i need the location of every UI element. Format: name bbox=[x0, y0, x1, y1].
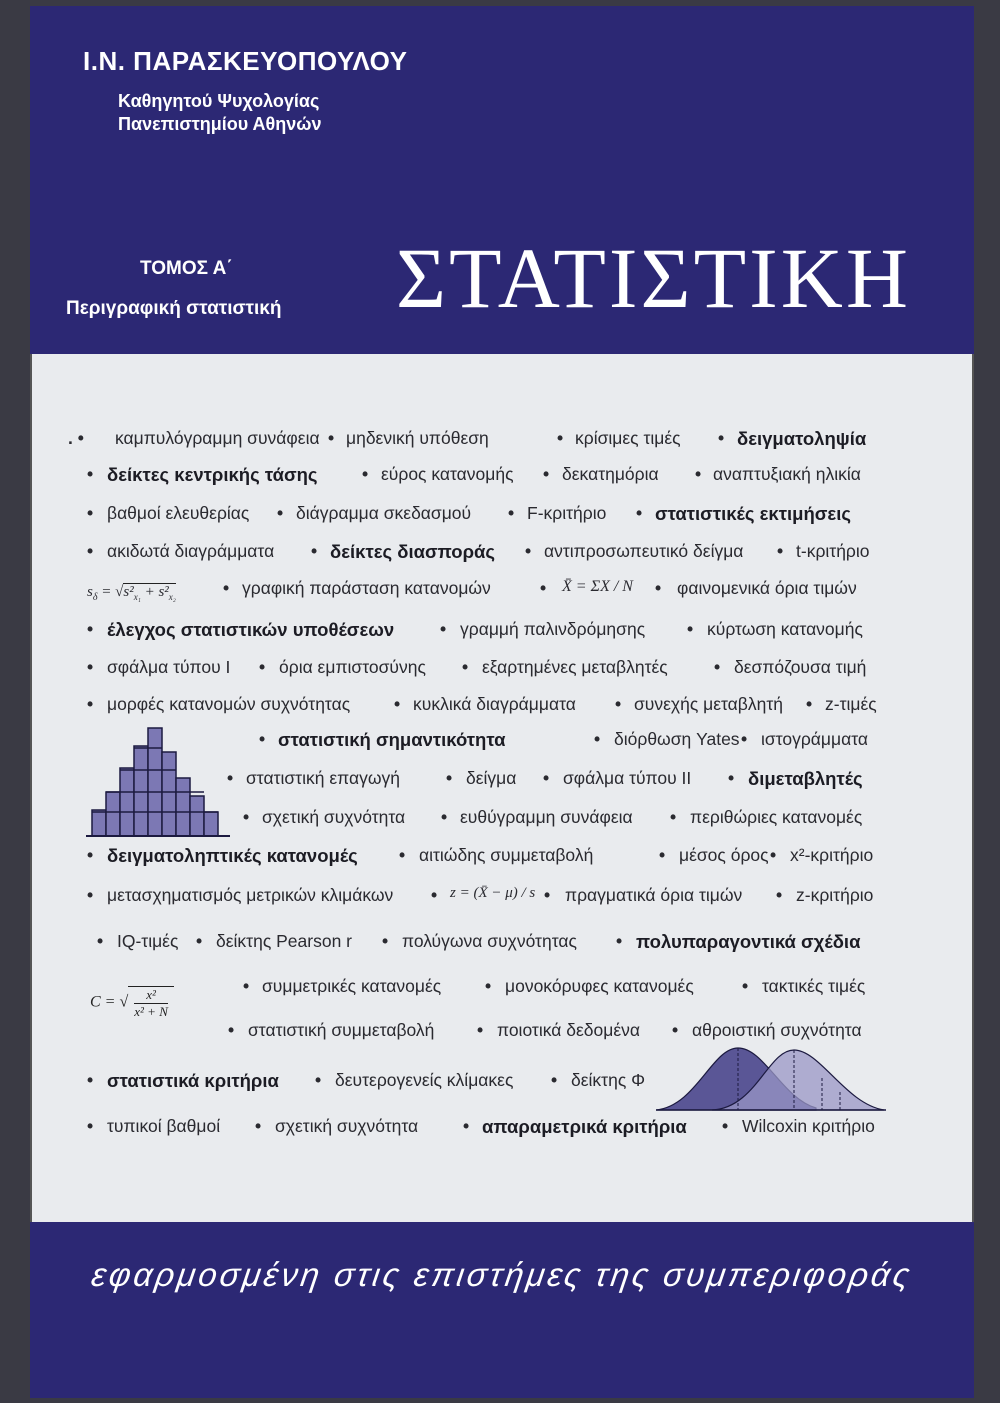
term: γραμμή παλινδρόμησης bbox=[460, 619, 646, 639]
term: διόρθωση Yates bbox=[614, 729, 740, 749]
std-diff-formula: $s_\delta = √s^2_{x_1} + s^2_{x_2}$ bbox=[87, 584, 176, 603]
term: βαθμοί ελευθερίας bbox=[107, 503, 250, 523]
book-title: ΣΤΑΤΙΣΤΙΚΗ bbox=[396, 230, 911, 326]
term: IQ-τιμές bbox=[117, 931, 179, 951]
term-bold: στατιστικές εκτιμήσεις bbox=[655, 503, 851, 524]
term-bold: δειγματοληψία bbox=[737, 428, 867, 449]
term: κυκλικά διαγράμματα bbox=[413, 694, 576, 714]
term: περιθώριες κατανομές bbox=[690, 807, 863, 827]
term: πραγματικά όρια τιμών bbox=[565, 885, 743, 905]
term: εύρος κατανομής bbox=[381, 464, 514, 484]
author-affiliation-2: Πανεπιστημίου Αθηνών bbox=[118, 114, 322, 134]
term: μορφές κατανομών συχνότητας bbox=[107, 694, 351, 714]
term-bold: έλεγχος στατιστικών υποθέσεων bbox=[107, 619, 395, 640]
term: εξαρτημένες μεταβλητές bbox=[482, 657, 668, 677]
term: ποιοτικά δεδομένα bbox=[497, 1020, 641, 1040]
term: τακτικές τιμές bbox=[762, 976, 866, 996]
term: αντιπροσωπευτικό δείγμα bbox=[544, 541, 744, 561]
term: δεσπόζουσα τιμή bbox=[734, 657, 867, 677]
term-bold: στατιστική σημαντικότητα bbox=[278, 729, 506, 750]
author-affiliation-1: Καθηγητού Ψυχολογίας bbox=[118, 91, 320, 111]
term: σφάλμα τύπου ΙΙ bbox=[563, 768, 692, 788]
term: αιτιώδης συμμεταβολή bbox=[419, 845, 594, 865]
book-cover: Ι.Ν. ΠΑΡΑΣΚΕΥΟΠΟΥΛΟΥ Καθηγητού Ψυχολογίας Πανεπιστημίου Αθηνών ΤΟΜΟΣ Α΄ Περιγραφική στατιστική ΣΤΑΤΙΣΤΙΚΗ . • καμπυλόγραμμη συνάφεια • μηδενική υπόθεση • κρίσιμες τιμές • δειγματοληψία • δείκτες κεντρικής τάσης • εύρος κατανομής • δεκατημόρια • αναπτυξιακή ηλικία • βαθμοί ελευθερίας • διάγραμμα σκεδασμού • F-κριτήριο • στατιστικές εκτιμήσεις • ακιδωτά διαγράμματα • δείκτες διασποράς • αντιπροσωπευτικό δείγμα • t-κριτήριο $s_\delta = √s^2_{x_1} + s^2_{x_2}$ • γραφική παράσταση κατανομών • X̄ = ΣX / N • φαινομενικά όρια τιμών • έλεγχος στατιστικών υποθέσεων • γραμμή παλινδρόμησης • κύρτωση κατανομής • σφάλμα τύπου Ι • όρια εμπιστοσύνης • εξαρτημένες μεταβλητές • δεσπόζουσα τιμή • μορφές κατανομών συχνότητας • κυκλικά διαγράμματα • συνεχής μεταβλητή • z-τιμές • στατιστική σημαντικότητα • διόρθωση Yates • ιστογράμματα • στατιστική επαγωγή • δείγμα • σφάλμα τύπου ΙΙ • διμεταβλητές • σχετική συχνότητα • ευθύγραμμη συνάφεια • περιθώριες κατανομές • δειγματοληπτικές κατανομές • αιτιώδης συμμεταβολή • μέσος όρος • x²-κριτήριο • μετασχηματισμός μετρικών κλιμάκων • z = (X̄ − μ) / s • πραγματικά όρια τιμών • z-κριτήριο • IQ-τιμές • δείκτης Pearson r • πολύγωνα συχνότητας • πολυπαραγοντικά σχέδια C = √ $\frac{\text{x²}}{\text{x² + N}}$ • συμμετρικές κατανομές • μονοκόρυφες κατανομές • τακτικές τιμές • στατιστική συμμεταβολή • ποιοτικά δεδομένα • αθροιστική συχνότητα • στατιστικά κριτήρια • δευτερογενείς κλίμακες • δείκτης Φ • τυπικοί βαθμοί • σχετική συχνότητα • απαραμετρικά κριτήρια • Wilcoxin κριτήριο εφαρμοσμένη στις επιστήμες της συμπεριφοράς bbox=[30, 6, 974, 1398]
term: δείγμα bbox=[466, 768, 517, 788]
term: γραφική παράσταση κατανομών bbox=[242, 578, 491, 598]
mean-formula: X̄ = ΣX / N bbox=[562, 578, 633, 595]
term: μηδενική υπόθεση bbox=[346, 428, 489, 448]
bottom-band bbox=[30, 1222, 974, 1398]
volume-label: ΤΟΜΟΣ Α΄ bbox=[140, 258, 233, 279]
term: z-τιμές bbox=[825, 694, 877, 714]
term: τυπικοί βαθμοί bbox=[107, 1116, 221, 1136]
term: φαινομενικά όρια τιμών bbox=[677, 578, 857, 598]
term: ιστογράμματα bbox=[761, 729, 868, 749]
term: πολύγωνα συχνότητας bbox=[402, 931, 577, 951]
term: στατιστική συμμεταβολή bbox=[248, 1020, 435, 1040]
term-bold: δειγματοληπτικές κατανομές bbox=[107, 845, 358, 866]
term: αθροιστική συχνότητα bbox=[692, 1020, 862, 1040]
term: ευθύγραμμη συνάφεια bbox=[460, 807, 633, 827]
term-bold: δείκτες κεντρικής τάσης bbox=[107, 464, 318, 485]
tagline: εφαρμοσμένη στις επιστήμες της συμπεριφοράς bbox=[89, 1256, 915, 1293]
term: x²-κριτήριο bbox=[790, 845, 874, 865]
contingency-formula: C = √ $\frac{\text{x²}}{\text{x² + N}}$ bbox=[90, 986, 174, 1020]
term-bold: απαραμετρικά κριτήρια bbox=[482, 1116, 687, 1137]
term: αναπτυξιακή ηλικία bbox=[713, 464, 861, 484]
term: t-κριτήριο bbox=[796, 541, 870, 561]
term: δευτερογενείς κλίμακες bbox=[335, 1070, 514, 1090]
term: δείκτης Pearson r bbox=[216, 931, 352, 951]
term-bold: διμεταβλητές bbox=[748, 768, 863, 789]
term: ακιδωτά διαγράμματα bbox=[107, 541, 275, 561]
term: στατιστική επαγωγή bbox=[246, 768, 400, 788]
term-bold: στατιστικά κριτήρια bbox=[107, 1070, 279, 1091]
term: μονοκόρυφες κατανομές bbox=[505, 976, 694, 996]
author-name: Ι.Ν. ΠΑΡΑΣΚΕΥΟΠΟΥΛΟΥ bbox=[83, 46, 408, 76]
overlapping-normal-curves-icon bbox=[656, 1038, 886, 1114]
term: κύρτωση κατανομής bbox=[707, 619, 863, 639]
term: z-κριτήριο bbox=[796, 885, 874, 905]
term-bold: πολυπαραγοντικά σχέδια bbox=[636, 931, 861, 952]
term: Wilcoxin κριτήριο bbox=[742, 1116, 875, 1136]
term: συνεχής μεταβλητή bbox=[634, 694, 783, 714]
term: σφάλμα τύπου Ι bbox=[107, 657, 231, 677]
term: καμπυλόγραμμη συνάφεια bbox=[115, 428, 320, 448]
term: σχετική συχνότητα bbox=[275, 1116, 419, 1136]
term: μέσος όρος bbox=[679, 845, 769, 865]
term: μετασχηματισμός μετρικών κλιμάκων bbox=[107, 885, 394, 905]
histogram-icon bbox=[86, 726, 230, 842]
term: F-κριτήριο bbox=[527, 503, 607, 523]
term-bold: δείκτες διασποράς bbox=[330, 541, 496, 562]
term: κρίσιμες τιμές bbox=[575, 428, 681, 448]
term: διάγραμμα σκεδασμού bbox=[296, 503, 472, 523]
top-band bbox=[30, 6, 974, 354]
bullet: . • bbox=[68, 428, 84, 448]
subtitle: Περιγραφική στατιστική bbox=[66, 298, 282, 319]
term: όρια εμπιστοσύνης bbox=[279, 657, 426, 677]
term: σχετική συχνότητα bbox=[262, 807, 406, 827]
term: δείκτης Φ bbox=[571, 1070, 646, 1090]
z-formula: z = (X̄ − μ) / s bbox=[450, 885, 536, 901]
term: δεκατημόρια bbox=[562, 464, 659, 484]
term: συμμετρικές κατανομές bbox=[262, 976, 442, 996]
